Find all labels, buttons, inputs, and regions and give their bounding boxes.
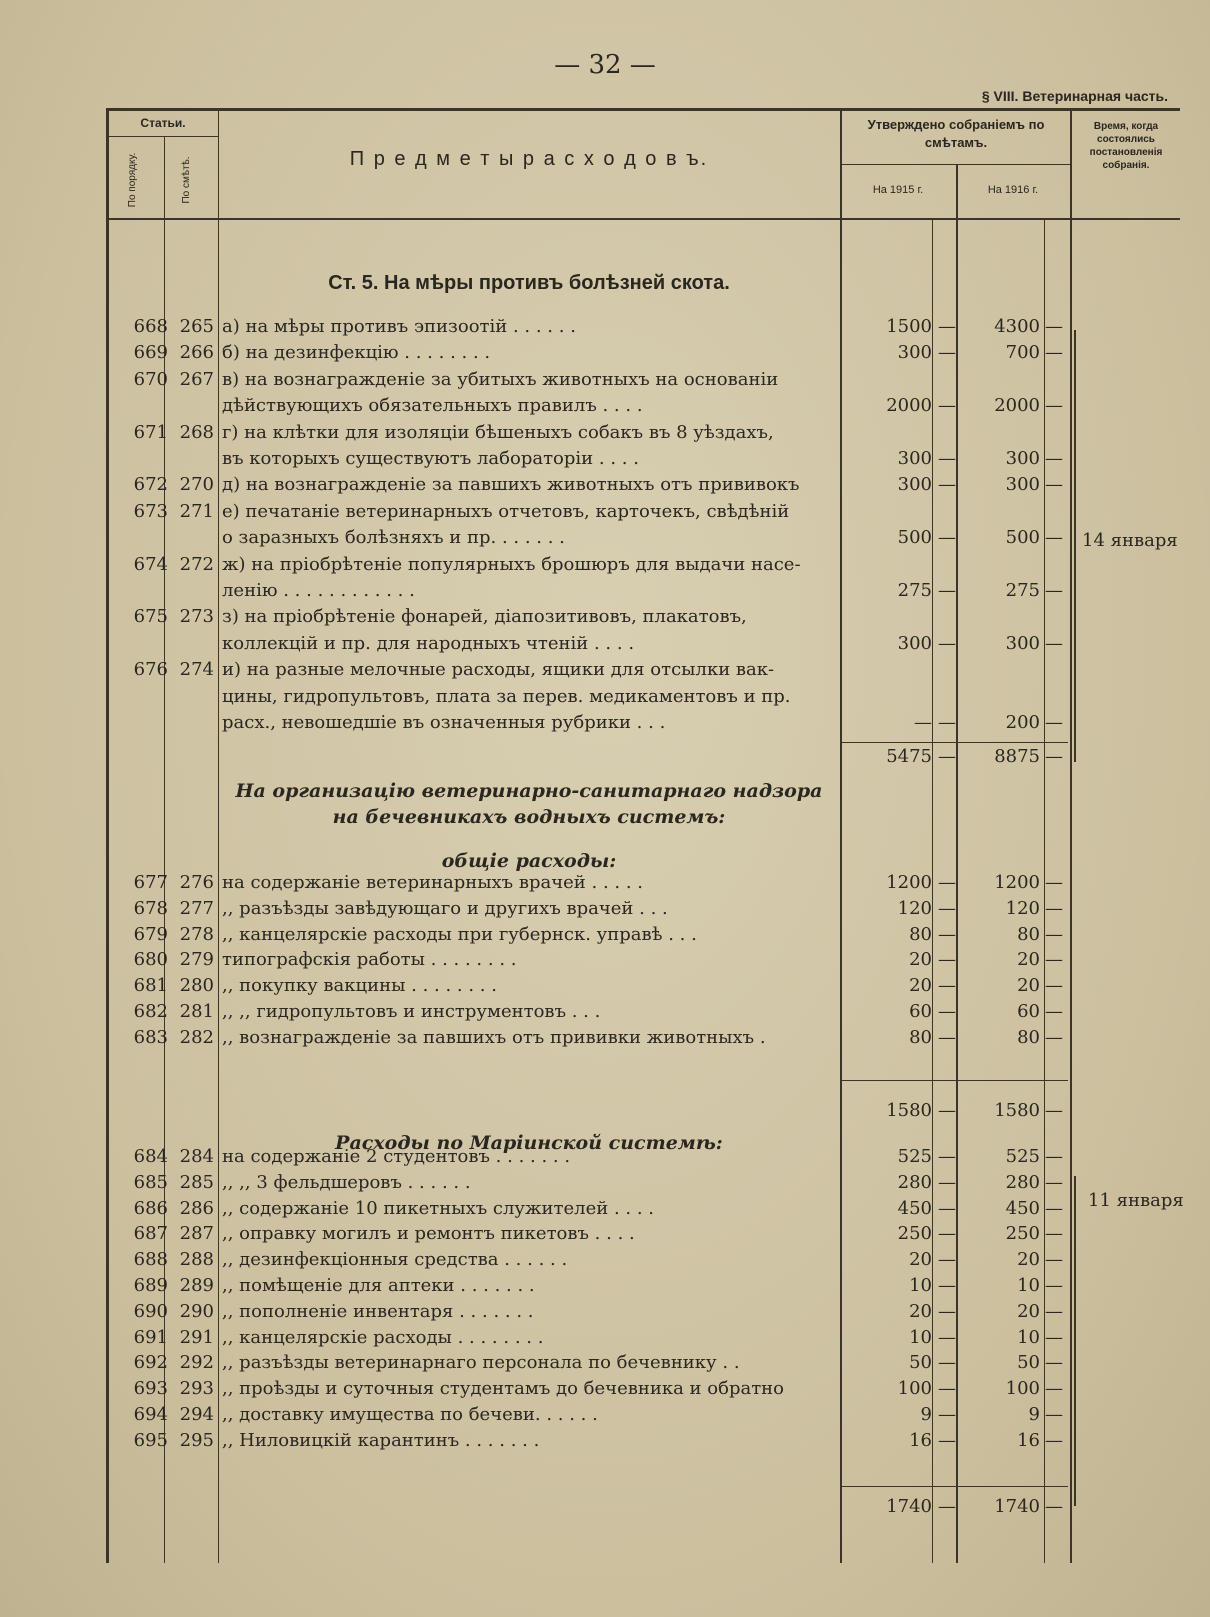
amount-1915: 80 <box>909 923 932 945</box>
section-header: § VIII. Ветеринарная часть. <box>981 88 1168 104</box>
row-number: 686 <box>133 1197 168 1219</box>
total2-1916: 1580 <box>994 1100 1040 1121</box>
amount-1916: 16 <box>1017 1429 1040 1451</box>
row-number: 681 <box>133 975 168 997</box>
table-row <box>0 554 1210 580</box>
amount-1916: 2000 <box>994 395 1040 417</box>
table-row <box>0 1301 1210 1327</box>
row-number: 692 <box>133 1352 168 1374</box>
total2-1915-dash: — <box>938 1100 956 1121</box>
amount-1915: 450 <box>897 1197 932 1219</box>
dash-1916: — <box>1045 923 1063 945</box>
date-14-january: 14 января <box>1082 530 1178 551</box>
header-po-smete: По смѣтѣ. <box>181 156 192 204</box>
table-row <box>0 395 1210 421</box>
amount-1915: 300 <box>897 474 932 496</box>
dash-1915: — <box>938 1429 956 1451</box>
total2-rule <box>842 1080 1068 1081</box>
estimate-number: 294 <box>179 1404 214 1425</box>
estimate-number: 270 <box>179 474 214 496</box>
expense-description: в) на вознагражденіе за убитыхъ животныхъ на основаніи <box>222 368 779 390</box>
amount-1915: 300 <box>897 632 932 654</box>
dash-1916: — <box>1045 1146 1063 1167</box>
total3-rule <box>842 1486 1068 1487</box>
row-number: 684 <box>133 1146 168 1167</box>
dash-1916: — <box>1045 1249 1063 1271</box>
amount-1915: 1200 <box>886 872 932 893</box>
expense-description: а) на мѣры противъ эпизоотій . . . . . . <box>222 316 576 337</box>
expense-description: ,, разъѣзды завѣдующаго и другихъ врачей . . . <box>222 897 668 919</box>
dash-1916: — <box>1045 580 1063 601</box>
total2-1915: 1580 <box>886 1100 932 1121</box>
table-row <box>0 606 1210 632</box>
expense-description: ,, Ниловицкій карантинъ . . . . . . . <box>222 1429 540 1451</box>
dash-1916: — <box>1045 342 1063 364</box>
expense-description: д) на вознагражденіе за павшихъ животныхъ отъ прививокъ <box>222 474 800 496</box>
row-number: 687 <box>133 1223 168 1245</box>
amount-1916: 200 <box>1005 712 1040 733</box>
dash-1915: — <box>938 1223 956 1245</box>
amount-1916: 120 <box>1005 897 1040 919</box>
article-5-title: Ст. 5. На мѣры противъ болѣзней скота. <box>328 272 730 294</box>
table-row <box>0 316 1210 342</box>
table-row <box>0 1223 1210 1249</box>
row-number: 669 <box>133 342 168 364</box>
dash-1915: — <box>938 1197 956 1219</box>
dash-1916: — <box>1045 1275 1063 1296</box>
amount-1916: 20 <box>1017 1249 1040 1271</box>
amount-1915: 280 <box>897 1171 932 1193</box>
amount-1916: 9 <box>1028 1404 1040 1425</box>
dash-1915: — <box>938 923 956 945</box>
estimate-number: 284 <box>179 1146 214 1167</box>
table-row <box>0 975 1210 1001</box>
dash-1916: — <box>1045 1026 1063 1048</box>
table-row <box>0 1146 1210 1172</box>
amount-1916: 50 <box>1017 1352 1040 1374</box>
expense-description: расх., невошедшіе въ означенныя рубрики . . . <box>222 712 666 733</box>
table-row <box>0 1352 1210 1378</box>
amount-1915: 500 <box>897 527 932 549</box>
expense-description: ,, канцелярскіе расходы . . . . . . . . <box>222 1326 544 1348</box>
expense-description: цины, гидропультовъ, плата за перев. медикаментовъ и пр. <box>222 685 791 707</box>
expense-description: ,, ,, 3 фельдшеровъ . . . . . . <box>222 1171 471 1193</box>
dash-1916: — <box>1045 872 1063 893</box>
amount-1915: 20 <box>909 949 932 971</box>
estimate-number: 274 <box>179 659 214 681</box>
expense-description: о заразныхъ болѣзняхъ и пр. . . . . . . <box>222 527 565 549</box>
table-row <box>0 686 1210 712</box>
amount-1916: 525 <box>1005 1146 1040 1167</box>
amount-1915: 60 <box>909 1001 932 1022</box>
dash-1915: — <box>938 949 956 971</box>
amount-1916: 280 <box>1005 1171 1040 1193</box>
dash-1915: — <box>938 1352 956 1374</box>
dash-1915: — <box>938 1171 956 1193</box>
total3-1916: 1740 <box>994 1496 1040 1517</box>
dash-1916: — <box>1045 632 1063 654</box>
estimate-number: 288 <box>179 1249 214 1271</box>
expense-description: ,, помѣщеніе для аптеки . . . . . . . <box>222 1275 535 1296</box>
section2-title-line2: на бечевникахъ водныхъ системъ: <box>332 806 726 828</box>
dash-1916: — <box>1045 1326 1063 1348</box>
table-row <box>0 1249 1210 1275</box>
dash-1916: — <box>1045 1429 1063 1451</box>
expense-description: г) на клѣтки для изоляціи бѣшеныхъ собакъ въ 8 уѣздахъ, <box>222 421 774 443</box>
dash-1915: — <box>938 897 956 919</box>
row-number: 691 <box>133 1326 168 1348</box>
row-number: 689 <box>133 1275 168 1296</box>
table-row <box>0 1327 1210 1353</box>
amount-1916: 250 <box>1005 1223 1040 1245</box>
dash-1916: — <box>1045 448 1063 469</box>
total2-1916-dash: — <box>1045 1100 1063 1121</box>
total1-1915: 5475 <box>886 746 932 767</box>
total3-1916-dash: — <box>1045 1496 1063 1517</box>
expense-description: з) на пріобрѣтеніе фонарей, діапозитивовъ, плакатовъ, <box>222 606 747 628</box>
total-row-3 <box>0 1496 1210 1522</box>
amount-1916: 60 <box>1017 1001 1040 1022</box>
amount-1916: 10 <box>1017 1326 1040 1348</box>
amount-1915: 525 <box>897 1146 932 1167</box>
amount-1915: 50 <box>909 1352 932 1374</box>
dash-1915: — <box>938 872 956 893</box>
amount-1915: 250 <box>897 1223 932 1245</box>
dash-1916: — <box>1045 975 1063 997</box>
amount-1916: 20 <box>1017 1300 1040 1322</box>
row-number: 671 <box>133 421 168 443</box>
header-predmety: П р е д м е т ы р а с х о д о в ъ. <box>349 148 709 170</box>
section2-subtitle: общіе расходы: <box>441 850 617 872</box>
header-vremya: Время, когда состоялись постановленія собранія. <box>1089 121 1163 171</box>
dash-1916: — <box>1045 1300 1063 1322</box>
stati-rule <box>106 136 218 137</box>
dash-1916: — <box>1045 897 1063 919</box>
amount-1915: 20 <box>909 975 932 997</box>
dash-1916: — <box>1045 474 1063 496</box>
header-1916: На 1916 г. <box>987 184 1039 196</box>
amount-1916: 300 <box>1005 448 1040 469</box>
dash-1916: — <box>1045 1197 1063 1219</box>
table-row <box>0 474 1210 500</box>
row-number: 676 <box>133 659 168 681</box>
row-number: 688 <box>133 1249 168 1271</box>
section3-title: Расходы по Маріинской системѣ: <box>335 1132 723 1154</box>
dash-1915: — <box>938 474 956 496</box>
amount-1916: 80 <box>1017 1026 1040 1048</box>
table-row <box>0 501 1210 527</box>
amount-1915: — <box>914 712 932 733</box>
page-number: — 32 — <box>554 50 656 80</box>
table-row <box>0 659 1210 685</box>
amount-1915: 100 <box>897 1378 932 1400</box>
amount-1915: 9 <box>920 1404 932 1425</box>
table-row <box>0 1001 1210 1027</box>
amount-1916: 20 <box>1017 975 1040 997</box>
row-number: 672 <box>133 474 168 496</box>
estimate-number: 289 <box>179 1275 214 1296</box>
table-header-rule <box>106 218 1180 220</box>
amount-1916: 700 <box>1005 342 1040 364</box>
amount-1916: 20 <box>1017 949 1040 971</box>
estimate-number: 266 <box>179 342 214 364</box>
expense-description: ,, канцелярскіе расходы при губернск. управѣ . . . <box>222 923 697 945</box>
row-number: 673 <box>133 500 168 522</box>
brace-1 <box>1074 330 1082 762</box>
expense-description: на содержаніе ветеринарныхъ врачей . . . . . <box>222 872 644 893</box>
dash-1915: — <box>938 316 956 337</box>
estimate-number: 273 <box>179 606 214 628</box>
dash-1915: — <box>938 1326 956 1348</box>
table-row <box>0 369 1210 395</box>
dash-1916: — <box>1045 949 1063 971</box>
row-number: 680 <box>133 949 168 971</box>
row-number: 690 <box>133 1300 168 1322</box>
amount-1915: 120 <box>897 897 932 919</box>
table-row <box>0 1172 1210 1198</box>
dash-1916: — <box>1045 712 1063 733</box>
table-row <box>0 1275 1210 1301</box>
dash-1916: — <box>1045 1001 1063 1022</box>
dash-1915: — <box>938 1026 956 1048</box>
expense-description: ,, содержаніе 10 пикетныхъ служителей . . . . <box>222 1197 655 1219</box>
expense-description: на содержаніе 2 студентовъ . . . . . . . <box>222 1146 571 1167</box>
estimate-number: 265 <box>179 316 214 337</box>
estimate-number: 295 <box>179 1429 214 1451</box>
total-row-2 <box>0 1100 1210 1126</box>
table-row <box>0 924 1210 950</box>
table-row <box>0 422 1210 448</box>
row-number: 685 <box>133 1171 168 1193</box>
amount-1916: 10 <box>1017 1275 1040 1296</box>
table-row <box>0 898 1210 924</box>
dash-1915: — <box>938 632 956 654</box>
brace-2 <box>1074 1176 1082 1506</box>
expense-description: ,, пополненіе инвентаря . . . . . . . <box>222 1300 534 1322</box>
amount-1916: 4300 <box>994 316 1040 337</box>
expense-description: дѣйствующихъ обязательныхъ правилъ . . . . <box>222 395 643 417</box>
amount-1915: 20 <box>909 1300 932 1322</box>
estimate-number: 268 <box>179 421 214 443</box>
estimate-number: 292 <box>179 1352 214 1374</box>
dash-1915: — <box>938 1404 956 1425</box>
amount-1915: 10 <box>909 1326 932 1348</box>
expense-description: ж) на пріобрѣтеніе популярныхъ брошюръ для выдачи насе- <box>222 553 801 575</box>
dash-1915: — <box>938 975 956 997</box>
expense-description: коллекцій и пр. для народныхъ чтеній . . . . <box>222 632 635 654</box>
dash-1916: — <box>1045 316 1063 337</box>
amount-1915: 300 <box>897 342 932 364</box>
years-rule <box>840 164 1070 165</box>
dash-1915: — <box>938 527 956 549</box>
expense-description: ,, проѣзды и суточныя студентамъ до бечевника и обратно <box>222 1378 784 1400</box>
dash-1915: — <box>938 1378 956 1400</box>
table-row <box>0 527 1210 553</box>
row-number: 682 <box>133 1001 168 1022</box>
total3-1915: 1740 <box>886 1496 932 1517</box>
amount-1915: 1500 <box>886 316 932 337</box>
row-number: 693 <box>133 1378 168 1400</box>
dash-1915: — <box>938 1249 956 1271</box>
table-row <box>0 949 1210 975</box>
estimate-number: 271 <box>179 500 214 522</box>
dash-1916: — <box>1045 1171 1063 1193</box>
expense-description: ,, ,, гидропультовъ и инструментовъ . . . <box>222 1001 601 1022</box>
total1-1916-dash: — <box>1045 746 1063 767</box>
table-row <box>0 1027 1210 1053</box>
expense-description: ,, покупку вакцины . . . . . . . . <box>222 975 497 997</box>
amount-1916: 80 <box>1017 923 1040 945</box>
estimate-number: 278 <box>179 923 214 945</box>
header-po-poryadku: По порядку. <box>127 152 138 208</box>
estimate-number: 291 <box>179 1326 214 1348</box>
date-11-january: 11 января <box>1088 1190 1184 1211</box>
row-number: 683 <box>133 1026 168 1048</box>
section2-title-line1: На организацію ветеринарно-санитарнаго надзора <box>235 780 823 802</box>
dash-1916: — <box>1045 395 1063 417</box>
row-number: 695 <box>133 1429 168 1451</box>
estimate-number: 286 <box>179 1197 214 1219</box>
amount-1916: 450 <box>1005 1197 1040 1219</box>
amount-1915: 10 <box>909 1275 932 1296</box>
amount-1915: 80 <box>909 1026 932 1048</box>
table-row <box>0 448 1210 474</box>
row-number: 670 <box>133 368 168 390</box>
amount-1915: 20 <box>909 1249 932 1271</box>
table-row <box>0 580 1210 606</box>
amount-1915: 275 <box>897 580 932 601</box>
amount-1916: 1200 <box>994 872 1040 893</box>
estimate-number: 287 <box>179 1223 214 1245</box>
dash-1915: — <box>938 1275 956 1296</box>
total1-rule <box>842 742 1068 743</box>
total-row-1 <box>0 746 1210 772</box>
expense-description: ,, доставку имущества по бечеви. . . . . . <box>222 1404 598 1425</box>
amount-1916: 300 <box>1005 632 1040 654</box>
estimate-number: 277 <box>179 897 214 919</box>
expense-description: ленію . . . . . . . . . . . . <box>222 580 415 601</box>
dash-1916: — <box>1045 1378 1063 1400</box>
estimate-number: 290 <box>179 1300 214 1322</box>
estimate-number: 293 <box>179 1378 214 1400</box>
expense-description: е) печатаніе ветеринарныхъ отчетовъ, карточекъ, свѣдѣній <box>222 500 790 522</box>
expense-description: б) на дезинфекцію . . . . . . . . <box>222 342 491 364</box>
expense-description: типографскія работы . . . . . . . . <box>222 949 517 971</box>
row-number: 675 <box>133 606 168 628</box>
amount-1915: 2000 <box>886 395 932 417</box>
header-stati: Статьи. <box>140 116 186 130</box>
dash-1915: — <box>938 580 956 601</box>
estimate-number: 282 <box>179 1026 214 1048</box>
row-number: 668 <box>133 316 168 337</box>
table-top-rule <box>106 108 1180 111</box>
table-row <box>0 872 1210 898</box>
header-utverzhdeno: Утверждено собраніемъ по смѣтамъ. <box>867 117 1045 150</box>
expense-description: ,, вознагражденіе за павшихъ отъ прививки животныхъ . <box>222 1026 766 1048</box>
estimate-number: 279 <box>179 949 214 971</box>
estimate-number: 267 <box>179 368 214 390</box>
dash-1915: — <box>938 448 956 469</box>
amount-1916: 275 <box>1005 580 1040 601</box>
expense-description: ,, оправку могилъ и ремонтъ пикетовъ . . . . <box>222 1223 635 1245</box>
table-row <box>0 1404 1210 1430</box>
expense-description: ,, дезинфекціонныя средства . . . . . . <box>222 1249 568 1271</box>
expense-description: и) на разные мелочные расходы, ящики для отсылки вак- <box>222 659 775 681</box>
row-number: 678 <box>133 897 168 919</box>
dash-1915: — <box>938 1300 956 1322</box>
amount-1916: 300 <box>1005 474 1040 496</box>
dash-1916: — <box>1045 1223 1063 1245</box>
dash-1915: — <box>938 395 956 417</box>
row-number: 679 <box>133 923 168 945</box>
dash-1915: — <box>938 1001 956 1022</box>
dash-1916: — <box>1045 1352 1063 1374</box>
table-row <box>0 633 1210 659</box>
amount-1915: 300 <box>897 448 932 469</box>
row-number: 677 <box>133 872 168 893</box>
table-row <box>0 1430 1210 1456</box>
table-row <box>0 342 1210 368</box>
estimate-number: 272 <box>179 553 214 575</box>
row-number: 674 <box>133 553 168 575</box>
expense-description: въ которыхъ существуютъ лабораторіи . . . . <box>222 448 639 469</box>
estimate-number: 276 <box>179 872 214 893</box>
dash-1916: — <box>1045 527 1063 549</box>
total1-1915-dash: — <box>938 746 956 767</box>
estimate-number: 281 <box>179 1001 214 1022</box>
dash-1915: — <box>938 1146 956 1167</box>
dash-1915: — <box>938 712 956 733</box>
estimate-number: 285 <box>179 1171 214 1193</box>
row-number: 694 <box>133 1404 168 1425</box>
expense-description: ,, разъѣзды ветеринарнаго персонала по бечевнику . . <box>222 1352 740 1374</box>
amount-1916: 500 <box>1005 527 1040 549</box>
table-row <box>0 712 1210 738</box>
estimate-number: 280 <box>179 975 214 997</box>
dash-1915: — <box>938 342 956 364</box>
table-row <box>0 1198 1210 1224</box>
amount-1916: 100 <box>1005 1378 1040 1400</box>
table-row <box>0 1378 1210 1404</box>
dash-1916: — <box>1045 1404 1063 1425</box>
total3-1915-dash: — <box>938 1496 956 1517</box>
amount-1915: 16 <box>909 1429 932 1451</box>
total1-1916: 8875 <box>994 746 1040 767</box>
header-1915: На 1915 г. <box>872 184 924 196</box>
